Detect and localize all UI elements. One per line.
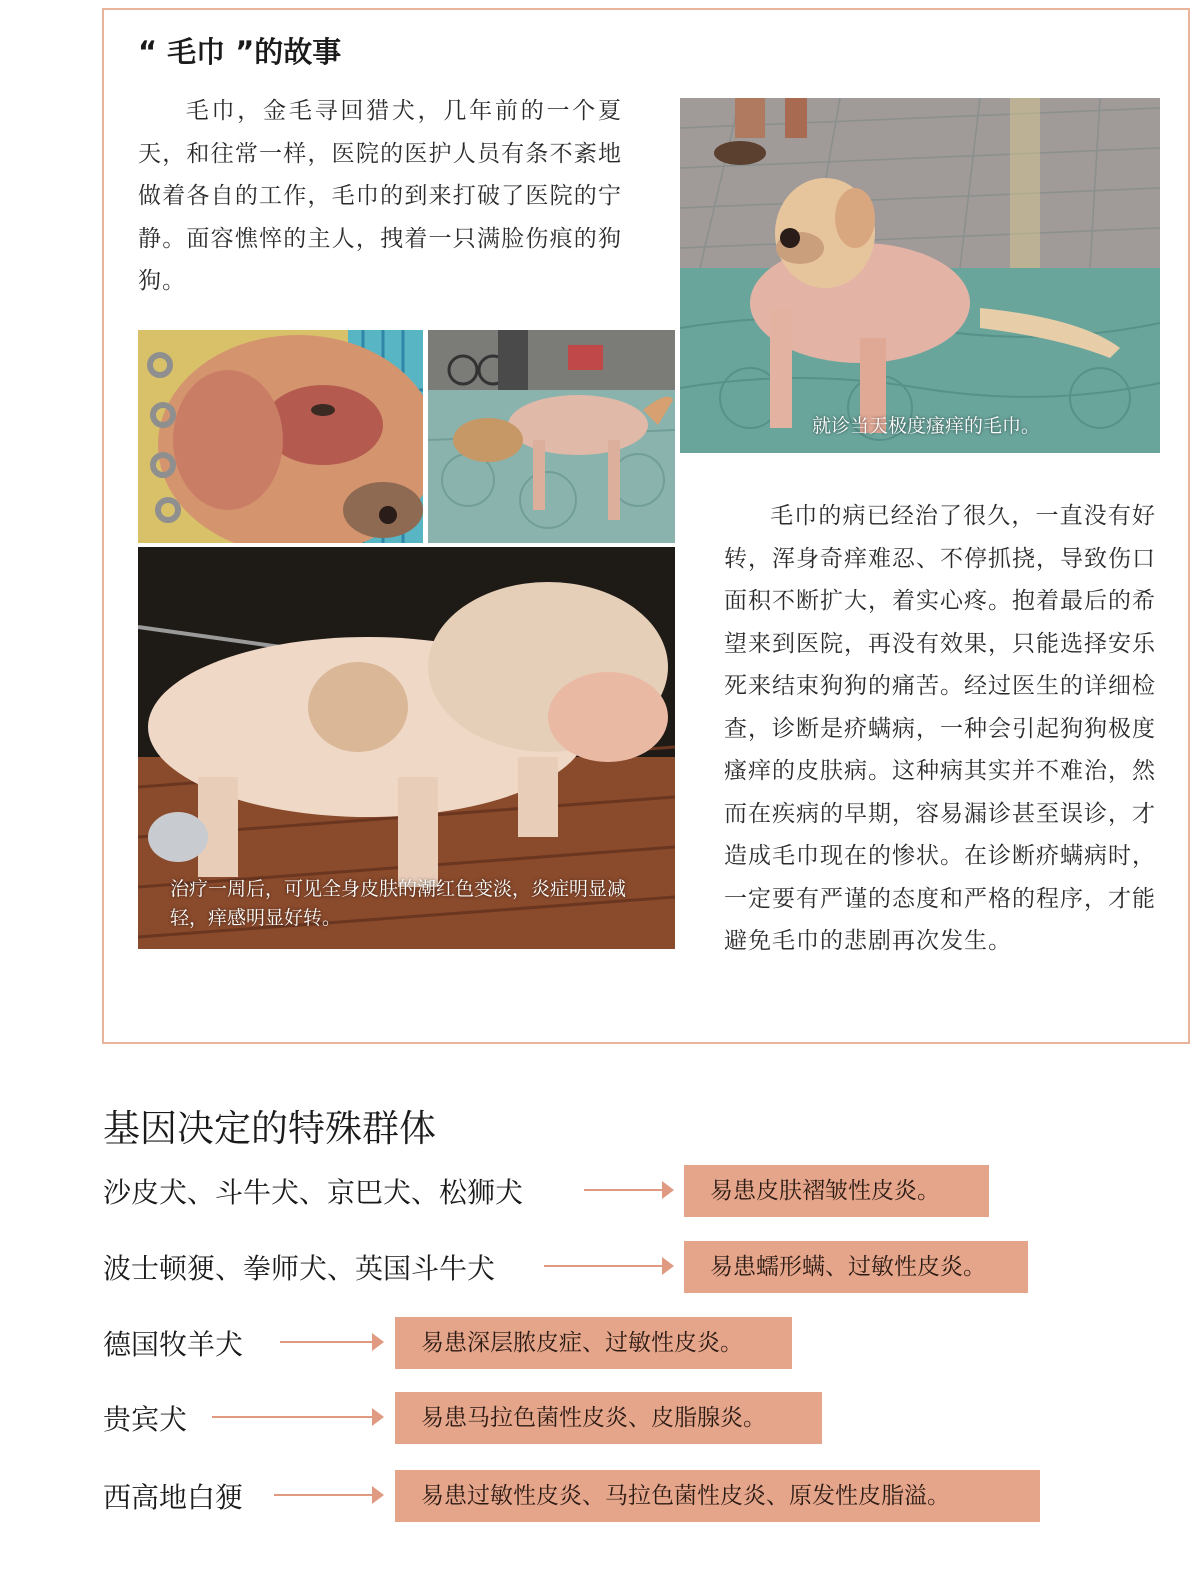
photo-dog-sitting xyxy=(680,98,1160,453)
story-paragraph-1 xyxy=(138,90,622,303)
photo-dog-face-image xyxy=(138,330,423,543)
arrow-icon xyxy=(584,1189,672,1191)
breed-label: 沙皮犬、斗牛犬、京巴犬、松狮犬 xyxy=(103,1176,524,1209)
disease-box: 易患蠕形螨、过敏性皮炎。 xyxy=(684,1241,1028,1293)
photo-dog-face xyxy=(138,330,423,543)
breed-row xyxy=(0,1165,1200,1217)
arrow-icon xyxy=(274,1494,382,1496)
breed-label: 贵宾犬 xyxy=(103,1403,188,1436)
photo-dog-after-treatment xyxy=(138,547,675,949)
breed-row xyxy=(0,1470,1200,1522)
genetics-heading: 基因决定的特殊群体 xyxy=(103,1107,436,1150)
photo-dog-scratching xyxy=(428,330,675,543)
story-title: “ 毛巾 ”的故事 xyxy=(138,35,342,69)
breed-label: 波士顿㹴、拳师犬、英国斗牛犬 xyxy=(103,1252,496,1285)
breed-row xyxy=(0,1392,1200,1444)
breed-label: 德国牧羊犬 xyxy=(103,1328,244,1361)
story-paragraph-1-text: 毛巾，金毛寻回猎犬，几年前的一个夏天，和往常一样，医院的医护人员有条不紊地做着各自的工作，毛巾的到来打破了医院的宁静。面容憔悴的主人，拽着一只满脸伤痕的狗狗。 xyxy=(138,98,622,294)
arrow-icon xyxy=(544,1265,672,1267)
photo-dog-scratching-image xyxy=(428,330,675,543)
story-paragraph-2-text: 毛巾的病已经治了很久，一直没有好转，浑身奇痒难忍、不停抓挠，导致伤口面积不断扩大，着实心疼。抱着最后的希望来到医院，再没有效果，只能选择安乐死来结束狗狗的痛苦。经过医生的详细检查，诊断是疥螨病，一种会引起狗狗极度瘙痒的皮肤病。这种病其实并不难治，然而在疾病的早期，容易漏诊甚至误诊，才造成毛巾现在的惨状。在诊断疥螨病时，一定要有严谨的态度和严格的程序，才能避免毛巾的悲剧再次发生。 xyxy=(724,503,1156,954)
arrow-icon xyxy=(212,1416,382,1418)
breed-row xyxy=(0,1241,1200,1293)
photo-dog-sitting-image xyxy=(680,98,1160,453)
breed-label: 西高地白㹴 xyxy=(103,1481,244,1514)
disease-box: 易患深层脓皮症、过敏性皮炎。 xyxy=(395,1317,792,1369)
photo-main-caption: 就诊当天极度瘙痒的毛巾。 xyxy=(812,415,1041,437)
story-paragraph-2 xyxy=(724,495,1156,963)
breed-row xyxy=(0,1317,1200,1369)
disease-box: 易患马拉色菌性皮炎、皮脂腺炎。 xyxy=(395,1392,822,1444)
disease-box: 易患皮肤褶皱性皮炎。 xyxy=(684,1165,989,1217)
photo-floor-caption: 治疗一周后，可见全身皮肤的潮红色变淡，炎症明显减轻，痒感明显好转。 xyxy=(170,878,627,929)
arrow-icon xyxy=(280,1341,382,1343)
disease-box: 易患过敏性皮炎、马拉色菌性皮炎、原发性皮脂溢。 xyxy=(395,1470,1040,1522)
